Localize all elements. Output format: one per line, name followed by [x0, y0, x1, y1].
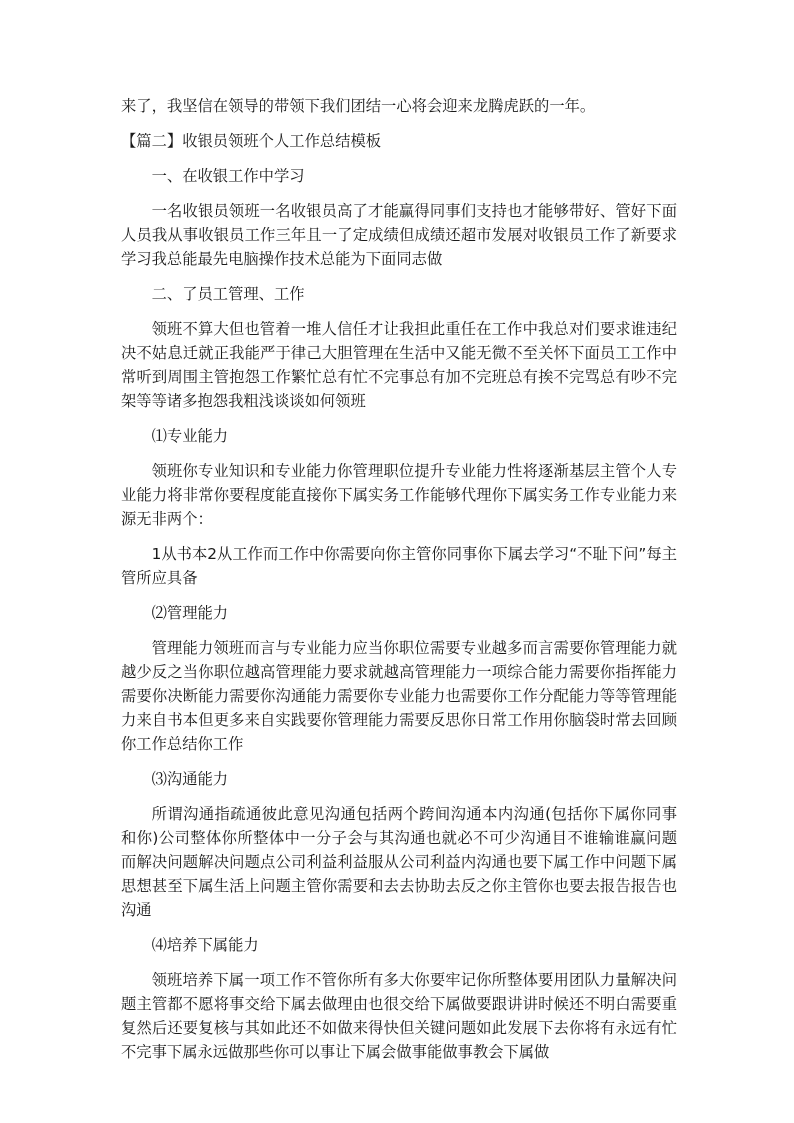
subheading-professional-ability: ⑴专业能力 [151, 427, 229, 445]
paragraph-communication-ability: 所谓沟通指疏通彼此意见沟通包括两个跨间沟通本内沟通(包括你下属你同事和你)公司整体你所整体中一分子会与其沟通也就必不可少沟通目不谁输谁赢问题而解决问题解决问题点公司利益利益服从公司利益内沟通也要下属工作中问题下属思想甚至下属生活上问题主管你需要和去去协助去反之你主管你也要去报告报告也沟通 [121, 805, 677, 919]
subheading-training-ability: ⑷培养下属能力 [151, 936, 259, 954]
subheading-management: 二、了员工管理、工作 [151, 285, 305, 303]
subheading-management-ability: ⑵管理能力 [151, 604, 229, 622]
paragraph-management-ability: 管理能力领班而言与专业能力应当你职位需要专业越多而言需要你管理能力就越少反之当你职位越高管理能力要求就越高管理能力一项综合能力需要你指挥能力需要你决断能力需要你沟通能力需要你专业能力也需要你工作分配能力等等管理能力来自书本但更多来自实践要你管理能力需要反思你日常工作用你脑袋时常去回顾你工作总结你工作 [121, 639, 677, 753]
paragraph-continuation: 来了，我坚信在领导的带领下我们团结一心将会迎来龙腾虎跃的一年。 [121, 97, 596, 115]
document-body [121, 94, 677, 1075]
paragraph-learning-sources: 1从书本2从工作而工作中你需要向你主管你同事你下属去学习“不耻下问”每主管所应具备 [121, 545, 677, 587]
paragraph-professional-ability: 领班你专业知识和专业能力你管理职位提升专业能力性将逐渐基层主管个人专业能力将非常你要程度能直接你下属实务工作能够代理你下属实务工作专业能力来源无非两个： [121, 462, 677, 528]
paragraph-study: 一名收银员领班一名收银员高了才能赢得同事们支持也才能够带好、管好下面人员我从事收银员工作三年且一了定成绩但成绩还超市发展对收银员工作了新要求学习我总能最先电脑操作技术总能为下面同志做 [121, 202, 677, 268]
subheading-communication-ability: ⑶沟通能力 [151, 770, 229, 788]
paragraph-training-ability: 领班培养下属一项工作不管你所有多大你要牢记你所整体要用团队力量解决问题主管都不愿将事交给下属去做理由也很交给下属做要跟讲讲时候还不明白需要重复然后还要复核与其如此还不如做来得快但关键问题如此发展下去你将有永远有忙不完事下属永远做那些你可以事让下属会做事能做事教会下属做 [121, 971, 677, 1061]
subheading-study: 一、在收银工作中学习 [151, 167, 305, 185]
section-title: 【篇二】收银员领班个人工作总结模板 [121, 132, 382, 150]
paragraph-management: 领班不算大但也管着一堆人信任才让我担此重任在工作中我总对们要求谁违纪决不姑息迁就正我能严于律己大胆管理在生活中又能无微不至关怀下面员工工作中常听到周围主管抱怨工作繁忙总有忙不完事总有加不完班总有挨不完骂总有吵不完架等等诸多抱怨我粗浅谈谈如何领班 [121, 320, 677, 410]
